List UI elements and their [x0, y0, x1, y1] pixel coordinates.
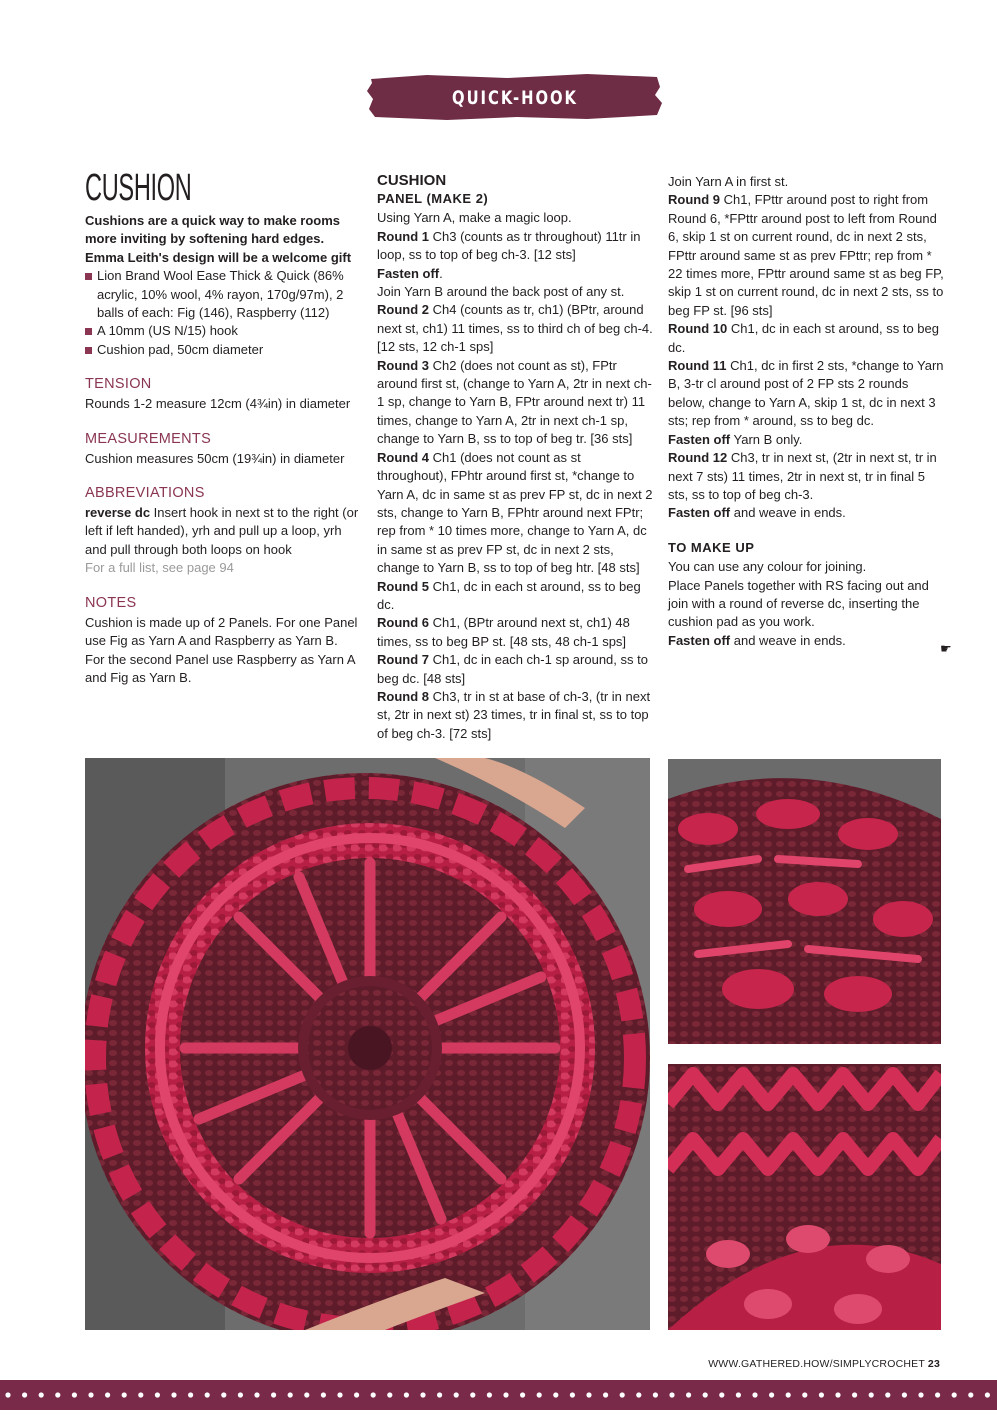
round-text: Ch1, dc in first 2 sts, *change to Yarn B, 3-tr cl around post of 2 FP sts 2 rounds below, change to Yarn A, skip 1 st, dc in next 3 sts; rep from * around, ss to beg dc.	[668, 358, 944, 429]
fasten-off-label: Fasten off	[668, 431, 731, 447]
dot	[171, 1392, 176, 1397]
dot	[769, 1392, 774, 1397]
dot	[454, 1392, 459, 1397]
dot	[304, 1392, 309, 1397]
dot	[288, 1392, 293, 1397]
dot	[22, 1392, 27, 1397]
dot	[819, 1392, 824, 1397]
round-label: Round 8	[377, 688, 429, 704]
notes-heading: NOTES	[85, 594, 137, 611]
round-text: Ch2 (does not count as st), FPtr around first st, (change to Yarn A, 2tr in next ch-1 sp, change to Yarn B, FPtr around next tr) 11 times, change to Yarn A, 2tr in next ch-1 sp, change to Yarn B, ss to top of beg tr. [36 sts]	[377, 357, 652, 447]
start-instruction: Using Yarn A, make a magic loop.	[377, 210, 572, 226]
requirements-list	[85, 267, 360, 359]
dot	[371, 1392, 376, 1397]
round-8	[377, 688, 654, 743]
join-yarn-b: Join Yarn B around the back post of any st.	[377, 284, 625, 300]
intro-text: Cushions are a quick way to make rooms more inviting by softening hard edges. Emma Leith's design will be a welcome gift	[85, 213, 352, 265]
dot	[188, 1392, 193, 1397]
dot	[321, 1392, 326, 1397]
round-label: Round 6	[377, 615, 429, 631]
pointing-hand-icon: ☛	[940, 641, 952, 656]
abbreviation-entry	[85, 504, 360, 559]
fasten-off-1	[377, 265, 654, 283]
dot	[55, 1392, 60, 1397]
abbreviations-reference: For a full list, see page 94	[85, 560, 234, 576]
round-label: Round 9	[668, 192, 720, 208]
section-banner	[367, 73, 663, 159]
round-6	[377, 614, 654, 651]
banner-title: QUICK-HOOK COLLECTION	[452, 87, 578, 159]
round-label: Round 4	[377, 449, 429, 465]
fasten-off-tail: .	[439, 265, 443, 281]
dot	[155, 1392, 160, 1397]
dot	[487, 1392, 492, 1397]
dot	[437, 1392, 442, 1397]
dot	[138, 1392, 143, 1397]
fasten-off-label: Fasten off	[377, 265, 440, 281]
pattern-heading: CUSHION	[377, 172, 447, 189]
pattern-column-1	[377, 172, 654, 743]
cushion-photo-detail-1	[668, 759, 941, 1044]
round-text: Ch1 (does not count as st throughout), FPhtr around first st, *change to Yarn A, dc in same st as prev FP st, dc in next 2 sts, change to Yarn B, FPhtr around next FPtr; rep from * 10 times more, change to Yarn A, dc in same st as prev FP st, dc in next 2 sts, change to Yarn B, ss to top of beg htr. [48 sts]	[377, 449, 653, 576]
cushion-photo-main	[85, 758, 650, 1330]
abbreviation-term: reverse dc	[85, 505, 151, 521]
dot	[122, 1392, 127, 1397]
dot	[802, 1392, 807, 1397]
round-text: Ch1, dc in each ch-1 sp around, ss to beg dc. [48 sts]	[377, 652, 648, 686]
dot	[420, 1392, 425, 1397]
cushion-photo-detail-2	[668, 1064, 941, 1330]
dot	[653, 1392, 658, 1397]
round-label: Round 1	[377, 228, 429, 244]
dot	[885, 1392, 890, 1397]
page-title: CUSHION	[85, 167, 192, 209]
round-text: Ch1, dc in each st around, ss to beg dc.	[668, 321, 939, 355]
dot	[736, 1392, 741, 1397]
dot	[387, 1392, 392, 1397]
round-text: Ch3, tr in st at base of ch-3, (tr in next st, 2tr in next st) 23 times, tr in final st, ss to top of beg ch-3. [72 sts]	[377, 688, 651, 741]
round-7	[377, 651, 654, 688]
requirement-item: Cushion pad, 50cm diameter	[85, 341, 360, 359]
dot	[337, 1392, 342, 1397]
dot	[238, 1392, 243, 1397]
fasten-off-tail: and weave in ends.	[730, 505, 846, 521]
footer-dot-bar	[0, 1380, 997, 1410]
dot	[105, 1392, 110, 1397]
round-label: Round 5	[377, 578, 429, 594]
dot	[985, 1392, 990, 1397]
round-text: Ch1, dc in each st around, ss to beg dc.	[377, 578, 641, 612]
dot	[503, 1392, 508, 1397]
round-text: Ch3, tr in next st, (2tr in next st, tr in next 7 sts) 11 times, 2tr in next st, tr in final 5 sts, ss to top of beg ch-3.	[668, 450, 937, 502]
pattern-column-2	[668, 173, 945, 650]
dot	[205, 1392, 210, 1397]
dot	[620, 1392, 625, 1397]
dot	[39, 1392, 44, 1397]
make-up-text-1: You can use any colour for joining.	[668, 559, 867, 575]
dot	[902, 1392, 907, 1397]
dot	[537, 1392, 542, 1397]
footer-url[interactable]	[708, 1358, 940, 1370]
dot	[470, 1392, 475, 1397]
round-label: Round 3	[377, 357, 429, 373]
dot	[968, 1392, 973, 1397]
round-11	[668, 357, 945, 431]
dot	[952, 1392, 957, 1397]
fasten-off-3	[668, 504, 945, 522]
dot	[935, 1392, 940, 1397]
round-label: Round 10	[668, 321, 728, 337]
dot	[786, 1392, 791, 1397]
page-number: 23	[927, 1358, 940, 1370]
round-3	[377, 357, 654, 449]
fasten-off-label: Fasten off	[668, 505, 731, 521]
requirement-item: A 10mm (US N/15) hook	[85, 322, 360, 340]
dot	[72, 1392, 77, 1397]
dot	[869, 1392, 874, 1397]
abbreviations-heading: ABBREVIATIONS	[85, 485, 205, 502]
abbreviation-definition: Insert hook in next st to the right (or left if left handed), yrh and pull up a loop, yrh and pull through both loops on hook	[85, 505, 359, 557]
dot	[5, 1392, 10, 1397]
dot-pattern	[0, 1380, 997, 1410]
dot	[271, 1392, 276, 1397]
dot	[553, 1392, 558, 1397]
join-yarn-a: Join Yarn A in first st.	[668, 174, 789, 189]
round-label: Round 2	[377, 302, 429, 318]
measurements-text: Cushion measures 50cm (19¾in) in diameter	[85, 450, 345, 466]
round-9	[668, 191, 945, 320]
fasten-off-tail: Yarn B only.	[730, 431, 803, 447]
tension-heading: TENSION	[85, 376, 152, 393]
round-text: Ch3 (counts as tr throughout) 11tr in loop, ss to top of beg ch-3. [12 sts]	[377, 228, 641, 263]
footer-url-text: WWW.GATHERED.HOW/SIMPLYCROCHET	[708, 1358, 925, 1370]
dot	[852, 1392, 857, 1397]
dot	[835, 1392, 840, 1397]
panel-subheading: PANEL (MAKE 2)	[377, 191, 489, 206]
fasten-off-2	[668, 431, 945, 449]
dot	[88, 1392, 93, 1397]
dot	[719, 1392, 724, 1397]
round-label: Round 7	[377, 652, 429, 668]
dot	[752, 1392, 757, 1397]
fasten-off-label: Fasten off	[668, 632, 731, 648]
round-label: Round 12	[668, 450, 728, 466]
round-label: Round 11	[668, 358, 727, 374]
round-12	[668, 449, 945, 504]
dot	[354, 1392, 359, 1397]
dot	[603, 1392, 608, 1397]
dot	[669, 1392, 674, 1397]
round-text: Ch1, (BPtr around next st, ch1) 48 times, ss to beg BP st. [48 sts, 48 ch-1 sps]	[377, 615, 630, 649]
dot	[520, 1392, 525, 1397]
notes-text: Cushion is made up of 2 Panels. For one Panel use Fig as Yarn A and Raspberry as Yarn B. For the second Panel use Raspberry as Yarn A and Fig as Yarn B.	[85, 614, 358, 685]
measurements-heading: MEASUREMENTS	[85, 430, 212, 447]
intro-column	[85, 168, 360, 687]
dot	[703, 1392, 708, 1397]
dot	[254, 1392, 259, 1397]
dot	[586, 1392, 591, 1397]
round-5	[377, 578, 654, 615]
round-10	[668, 320, 945, 357]
round-text: Ch1, FPttr around post to right from Round 6, *FPttr around post to left from Round 6, skip 1 st on current round, dc in next 2 sts, FPttr around same st as prev FPttr; rep from * 22 times more, FPttr around same st as beg FP, skip 1 st on current round, dc in next 2 sts, ss to beg FP st. [96 sts]	[668, 192, 944, 318]
dot	[404, 1392, 409, 1397]
dot	[221, 1392, 226, 1397]
dot	[636, 1392, 641, 1397]
round-4	[377, 449, 654, 578]
requirement-item: Lion Brand Wool Ease Thick & Quick (86% acrylic, 10% wool, 4% rayon, 170g/97m), 2 balls of each: Fig (146), Raspberry (112)	[85, 267, 360, 322]
make-up-heading: TO MAKE UP	[668, 539, 755, 555]
make-up-text-2: Place Panels together with RS facing out and join with a round of reverse dc, inserting the cushion pad as you work.	[668, 577, 929, 630]
fasten-off-tail: and weave in ends.	[730, 632, 846, 648]
dot	[686, 1392, 691, 1397]
round-1	[377, 228, 654, 265]
tension-text: Rounds 1-2 measure 12cm (4¾in) in diameter	[85, 396, 351, 412]
dot	[570, 1392, 575, 1397]
round-text: Ch4 (counts as tr, ch1) (BPtr, around next st, ch1) 11 times, ss to third ch of beg ch-4. [12 sts, 12 ch-1 sps]	[377, 302, 653, 355]
fasten-off-4	[668, 632, 945, 650]
round-2	[377, 301, 654, 356]
dot	[918, 1392, 923, 1397]
